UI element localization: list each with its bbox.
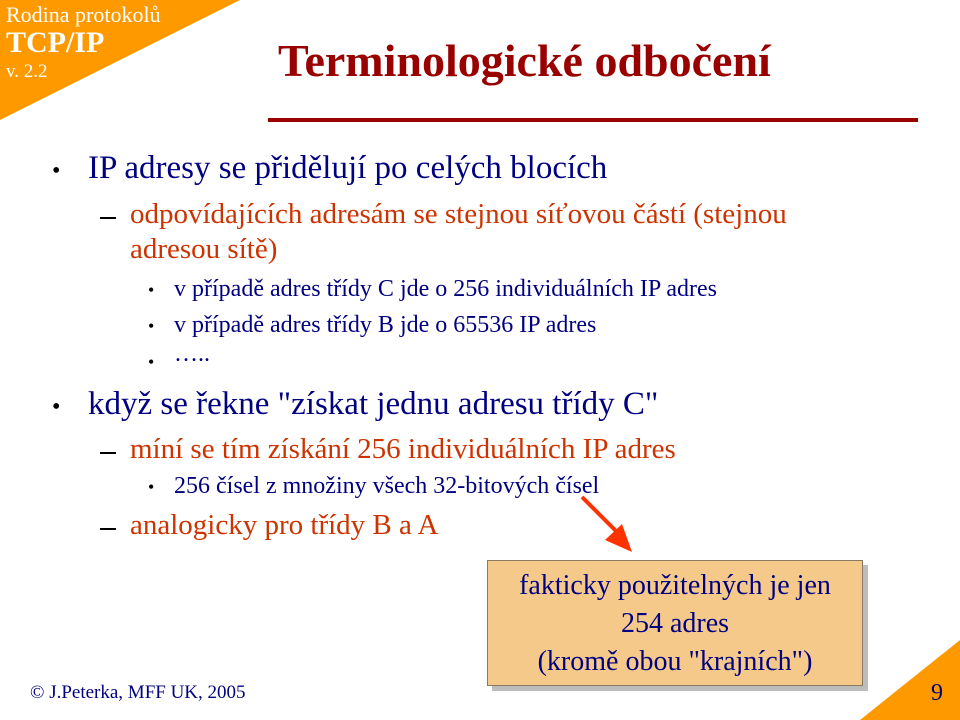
bullet-icon: • xyxy=(148,316,155,336)
bullet-ip-blocks: IP adresy se přidělují po celých blocích xyxy=(88,150,608,186)
note-line-1: fakticky použitelných je jen xyxy=(519,570,831,601)
bullet-icon: • xyxy=(148,280,155,300)
corner-decoration-bottom-right xyxy=(860,640,960,720)
sub-bullet-network-part-cont: adresou sítě) xyxy=(130,233,278,265)
sub-item-ellipsis: ….. xyxy=(174,341,210,367)
sub-bullet-network-part: odpovídajících adresám se stejnou síťovou částí (stejnou xyxy=(130,198,787,230)
bullet-icon: • xyxy=(52,158,61,184)
sub-bullet-256-addresses: míní se tím získání 256 individuálních IP adres xyxy=(130,433,676,465)
brand-name: TCP/IP xyxy=(6,26,105,59)
brand-series: Rodina protokolů xyxy=(6,2,161,27)
sub-item-class-b: v případě adres třídy B jde o 65536 IP adres xyxy=(174,312,597,338)
copyright-icon: © xyxy=(30,682,45,703)
note-box xyxy=(487,560,863,686)
note-line-2: 254 adres xyxy=(620,608,730,639)
bullet-icon: • xyxy=(148,477,155,497)
bullet-icon: • xyxy=(52,394,61,420)
sub-item-class-c: v případě adres třídy C jde o 256 individuálních IP adres xyxy=(174,276,717,302)
page-number: 9 xyxy=(931,680,943,706)
sub-bullet-analogous: analogicky pro třídy B a A xyxy=(130,509,439,541)
footer-credit xyxy=(30,682,246,704)
slide-title: Terminologické odbočení xyxy=(278,35,771,86)
footer-text: J.Peterka, MFF UK, 2005 xyxy=(49,682,246,703)
note-line-3: (kromě obou "krajních") xyxy=(537,646,813,677)
bullet-icon: • xyxy=(148,352,155,372)
brand-version: v. 2.2 xyxy=(6,61,48,82)
sub-item-256-numbers: 256 čísel z množiny všech 32-bitových čísel xyxy=(174,473,600,499)
bullet-class-c-address: když se řekne "získat jednu adresu třídy C" xyxy=(88,386,659,422)
